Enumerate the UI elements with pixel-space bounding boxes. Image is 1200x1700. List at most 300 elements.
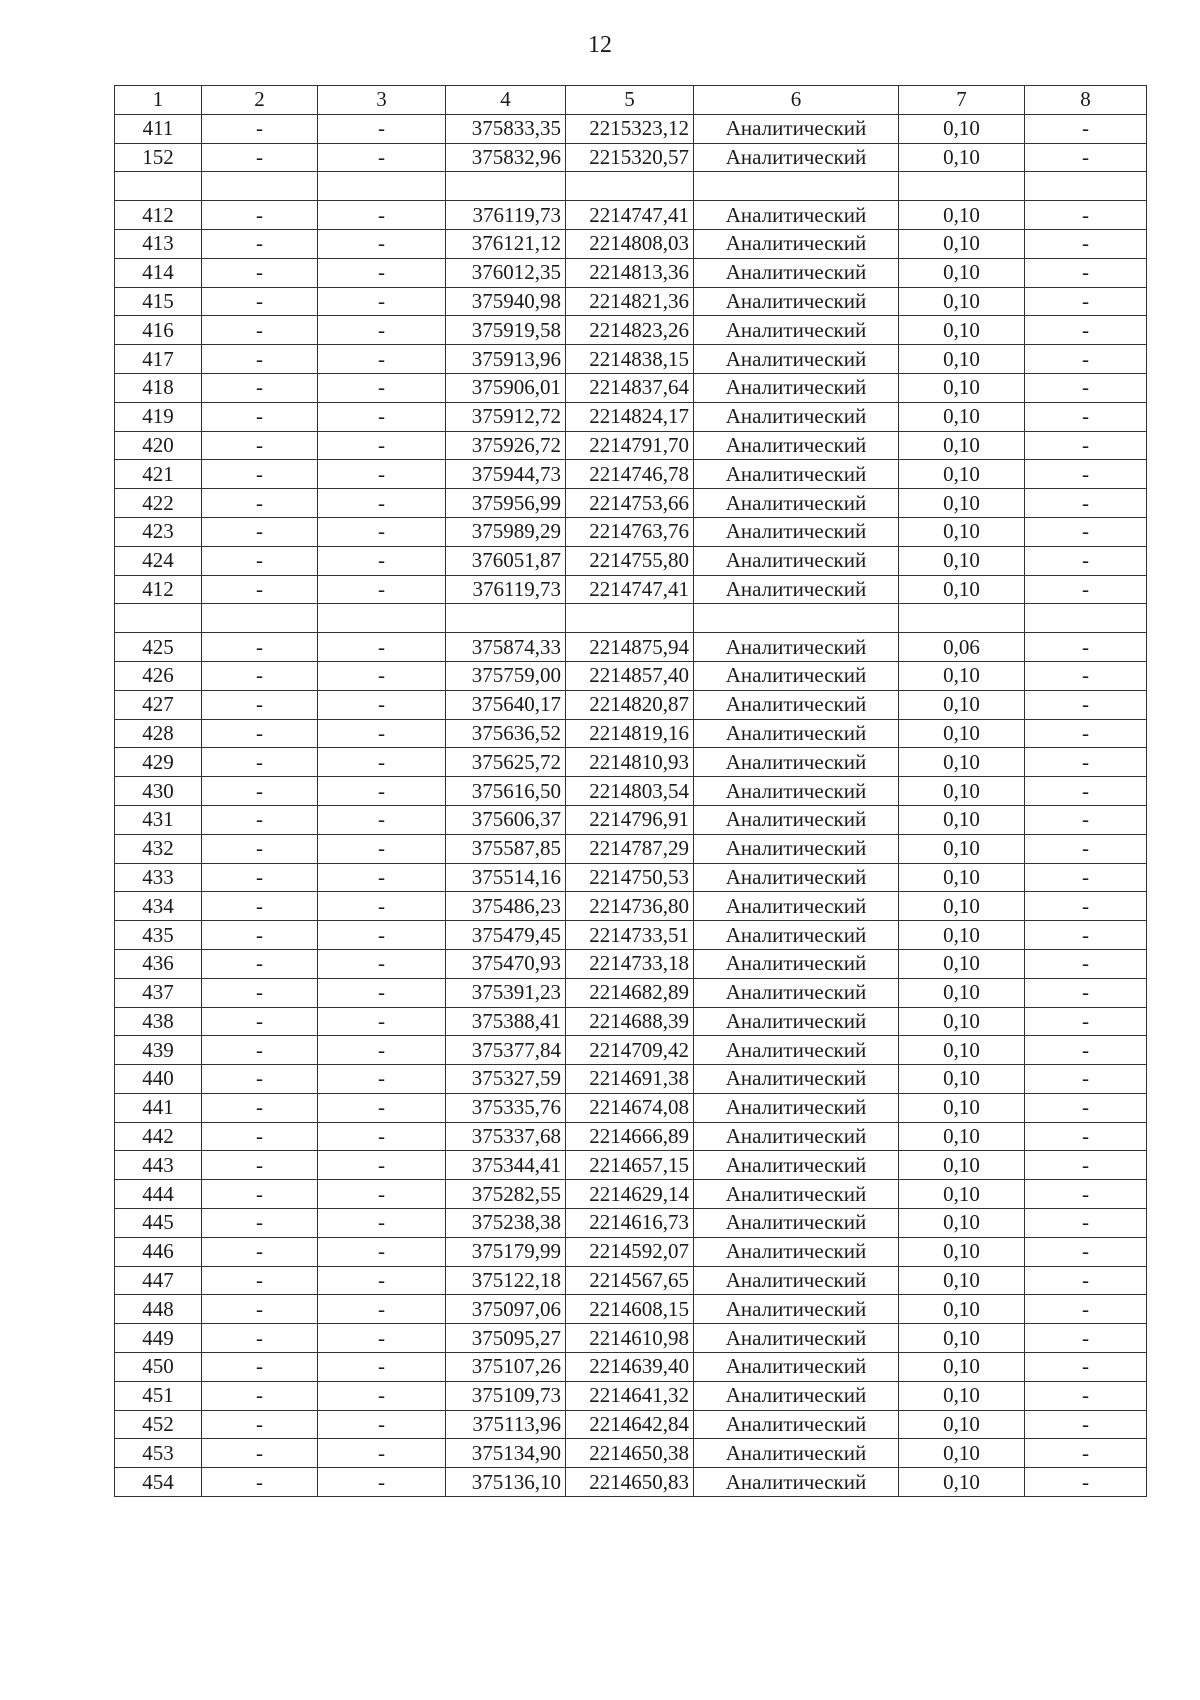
method-cell: Аналитический	[694, 834, 899, 863]
table-row	[115, 661, 1147, 690]
method-cell: Аналитический	[694, 777, 899, 806]
col3-cell: -	[318, 1295, 446, 1324]
col2-cell: -	[202, 1151, 318, 1180]
x-coordinate-cell: 375759,00	[446, 661, 566, 690]
point-number-cell: 435	[115, 921, 202, 950]
point-number-cell: 445	[115, 1209, 202, 1238]
table-row	[115, 1410, 1147, 1439]
table-row	[115, 1266, 1147, 1295]
y-coordinate-cell: 2214875,94	[566, 633, 694, 662]
table-row	[115, 978, 1147, 1007]
point-number-cell: 438	[115, 1007, 202, 1036]
col8-cell: -	[1025, 978, 1147, 1007]
col2-cell: -	[202, 1036, 318, 1065]
y-coordinate-cell: 2214650,83	[566, 1468, 694, 1497]
accuracy-cell: 0,10	[899, 978, 1025, 1007]
col8-cell: -	[1025, 633, 1147, 662]
x-coordinate-cell	[446, 172, 566, 201]
table-row	[115, 1295, 1147, 1324]
method-cell: Аналитический	[694, 546, 899, 575]
x-coordinate-cell: 375470,93	[446, 949, 566, 978]
y-coordinate-cell: 2214629,14	[566, 1180, 694, 1209]
table-row	[115, 1065, 1147, 1094]
method-cell: Аналитический	[694, 287, 899, 316]
col8-cell: -	[1025, 777, 1147, 806]
accuracy-cell: 0,10	[899, 1065, 1025, 1094]
y-coordinate-cell: 2214803,54	[566, 777, 694, 806]
col2-cell: -	[202, 1180, 318, 1209]
method-cell: Аналитический	[694, 1353, 899, 1382]
method-cell: Аналитический	[694, 805, 899, 834]
col3-cell: -	[318, 1151, 446, 1180]
point-number-cell: 454	[115, 1468, 202, 1497]
y-coordinate-cell: 2214567,65	[566, 1266, 694, 1295]
col2-cell: -	[202, 1468, 318, 1497]
method-cell: Аналитический	[694, 201, 899, 230]
table-row	[115, 575, 1147, 604]
point-number-cell: 436	[115, 949, 202, 978]
col8-cell: -	[1025, 1439, 1147, 1468]
point-number-cell: 426	[115, 661, 202, 690]
table-row	[115, 777, 1147, 806]
method-cell: Аналитический	[694, 373, 899, 402]
col8-cell: -	[1025, 1093, 1147, 1122]
col8-cell: -	[1025, 1295, 1147, 1324]
x-coordinate-cell: 375833,35	[446, 114, 566, 143]
y-coordinate-cell: 2214616,73	[566, 1209, 694, 1238]
x-coordinate-cell: 375134,90	[446, 1439, 566, 1468]
col2-cell: -	[202, 431, 318, 460]
x-coordinate-cell: 375640,17	[446, 690, 566, 719]
col8-cell: -	[1025, 489, 1147, 518]
table-row	[115, 1122, 1147, 1151]
accuracy-cell: 0,10	[899, 863, 1025, 892]
col2-cell: -	[202, 402, 318, 431]
col8-cell: -	[1025, 345, 1147, 374]
col2-cell: -	[202, 1439, 318, 1468]
point-number-cell: 450	[115, 1353, 202, 1382]
col3-cell: -	[318, 1122, 446, 1151]
column-header-6: 6	[694, 86, 899, 115]
method-cell: Аналитический	[694, 1007, 899, 1036]
col2-cell: -	[202, 633, 318, 662]
method-cell: Аналитический	[694, 229, 899, 258]
method-cell: Аналитический	[694, 633, 899, 662]
method-cell: Аналитический	[694, 1381, 899, 1410]
accuracy-cell: 0,10	[899, 805, 1025, 834]
table-body	[115, 114, 1147, 1496]
table-row	[115, 1036, 1147, 1065]
point-number-cell: 451	[115, 1381, 202, 1410]
point-number-cell: 416	[115, 316, 202, 345]
table-row	[115, 258, 1147, 287]
y-coordinate-cell: 2214791,70	[566, 431, 694, 460]
y-coordinate-cell: 2214650,38	[566, 1439, 694, 1468]
x-coordinate-cell: 375486,23	[446, 892, 566, 921]
accuracy-cell: 0,10	[899, 921, 1025, 950]
table-row	[115, 921, 1147, 950]
x-coordinate-cell: 376119,73	[446, 575, 566, 604]
col8-cell	[1025, 604, 1147, 633]
point-number-cell: 431	[115, 805, 202, 834]
x-coordinate-cell: 375109,73	[446, 1381, 566, 1410]
method-cell: Аналитический	[694, 143, 899, 172]
col3-cell	[318, 172, 446, 201]
point-number-cell: 452	[115, 1410, 202, 1439]
col3-cell: -	[318, 1209, 446, 1238]
method-cell: Аналитический	[694, 863, 899, 892]
col2-cell: -	[202, 1353, 318, 1382]
col2-cell: -	[202, 978, 318, 1007]
col3-cell: -	[318, 949, 446, 978]
accuracy-cell: 0,10	[899, 719, 1025, 748]
x-coordinate-cell: 376012,35	[446, 258, 566, 287]
point-number-cell: 411	[115, 114, 202, 143]
y-coordinate-cell: 2214641,32	[566, 1381, 694, 1410]
accuracy-cell: 0,10	[899, 1410, 1025, 1439]
x-coordinate-cell: 375944,73	[446, 460, 566, 489]
x-coordinate-cell: 375377,84	[446, 1036, 566, 1065]
point-number-cell: 412	[115, 575, 202, 604]
y-coordinate-cell: 2214823,26	[566, 316, 694, 345]
col3-cell: -	[318, 546, 446, 575]
y-coordinate-cell: 2214755,80	[566, 546, 694, 575]
column-header-1: 1	[115, 86, 202, 115]
table-row	[115, 690, 1147, 719]
col2-cell: -	[202, 863, 318, 892]
table-row	[115, 863, 1147, 892]
col2-cell: -	[202, 287, 318, 316]
method-cell: Аналитический	[694, 719, 899, 748]
col2-cell: -	[202, 1410, 318, 1439]
col3-cell: -	[318, 1381, 446, 1410]
table-row	[115, 460, 1147, 489]
col2-cell: -	[202, 690, 318, 719]
method-cell: Аналитический	[694, 921, 899, 950]
y-coordinate-cell: 2214746,78	[566, 460, 694, 489]
col3-cell: -	[318, 517, 446, 546]
col2-cell: -	[202, 834, 318, 863]
y-coordinate-cell: 2214820,87	[566, 690, 694, 719]
method-cell: Аналитический	[694, 489, 899, 518]
accuracy-cell: 0,10	[899, 1180, 1025, 1209]
col3-cell: -	[318, 402, 446, 431]
point-number-cell: 414	[115, 258, 202, 287]
table-header-row	[115, 86, 1147, 115]
x-coordinate-cell: 375344,41	[446, 1151, 566, 1180]
accuracy-cell: 0,10	[899, 575, 1025, 604]
col8-cell: -	[1025, 834, 1147, 863]
point-number-cell	[115, 604, 202, 633]
accuracy-cell: 0,10	[899, 114, 1025, 143]
col8-cell: -	[1025, 373, 1147, 402]
table-row	[115, 1324, 1147, 1353]
accuracy-cell: 0,10	[899, 1324, 1025, 1353]
col2-cell: -	[202, 1237, 318, 1266]
method-cell: Аналитический	[694, 316, 899, 345]
x-coordinate-cell: 375956,99	[446, 489, 566, 518]
table-row	[115, 1151, 1147, 1180]
method-cell: Аналитический	[694, 1209, 899, 1238]
y-coordinate-cell: 2215320,57	[566, 143, 694, 172]
y-coordinate-cell	[566, 172, 694, 201]
accuracy-cell: 0,10	[899, 258, 1025, 287]
accuracy-cell	[899, 172, 1025, 201]
x-coordinate-cell: 375636,52	[446, 719, 566, 748]
x-coordinate-cell: 375136,10	[446, 1468, 566, 1497]
col2-cell: -	[202, 1065, 318, 1094]
col2-cell: -	[202, 1007, 318, 1036]
point-number-cell	[115, 172, 202, 201]
point-number-cell: 413	[115, 229, 202, 258]
table-row	[115, 143, 1147, 172]
col8-cell: -	[1025, 748, 1147, 777]
col3-cell: -	[318, 748, 446, 777]
point-number-cell: 420	[115, 431, 202, 460]
col8-cell: -	[1025, 546, 1147, 575]
point-number-cell: 429	[115, 748, 202, 777]
y-coordinate-cell: 2214838,15	[566, 345, 694, 374]
col8-cell: -	[1025, 201, 1147, 230]
col2-cell: -	[202, 316, 318, 345]
accuracy-cell: 0,10	[899, 546, 1025, 575]
col2-cell: -	[202, 1093, 318, 1122]
accuracy-cell: 0,10	[899, 460, 1025, 489]
col2-cell: -	[202, 748, 318, 777]
y-coordinate-cell: 2214639,40	[566, 1353, 694, 1382]
table-row	[115, 949, 1147, 978]
accuracy-cell: 0,10	[899, 1093, 1025, 1122]
point-number-cell: 152	[115, 143, 202, 172]
point-number-cell: 449	[115, 1324, 202, 1353]
y-coordinate-cell: 2214810,93	[566, 748, 694, 777]
point-number-cell: 418	[115, 373, 202, 402]
x-coordinate-cell: 375097,06	[446, 1295, 566, 1324]
col8-cell: -	[1025, 1007, 1147, 1036]
method-cell: Аналитический	[694, 949, 899, 978]
col8-cell: -	[1025, 1410, 1147, 1439]
col3-cell: -	[318, 834, 446, 863]
accuracy-cell: 0,10	[899, 1439, 1025, 1468]
x-coordinate-cell: 376051,87	[446, 546, 566, 575]
method-cell: Аналитический	[694, 1036, 899, 1065]
x-coordinate-cell: 375919,58	[446, 316, 566, 345]
col3-cell: -	[318, 287, 446, 316]
col8-cell: -	[1025, 949, 1147, 978]
y-coordinate-cell: 2214753,66	[566, 489, 694, 518]
table-row	[115, 316, 1147, 345]
point-number-cell: 437	[115, 978, 202, 1007]
accuracy-cell: 0,10	[899, 201, 1025, 230]
y-coordinate-cell: 2214674,08	[566, 1093, 694, 1122]
x-coordinate-cell: 375912,72	[446, 402, 566, 431]
col2-cell: -	[202, 229, 318, 258]
x-coordinate-cell: 375625,72	[446, 748, 566, 777]
column-header-2: 2	[202, 86, 318, 115]
y-coordinate-cell	[566, 604, 694, 633]
point-number-cell: 412	[115, 201, 202, 230]
col2-cell: -	[202, 949, 318, 978]
y-coordinate-cell: 2214688,39	[566, 1007, 694, 1036]
col2-cell: -	[202, 661, 318, 690]
coordinates-table	[114, 85, 1147, 1497]
x-coordinate-cell: 375238,38	[446, 1209, 566, 1238]
accuracy-cell: 0,10	[899, 345, 1025, 374]
y-coordinate-cell: 2214682,89	[566, 978, 694, 1007]
col8-cell: -	[1025, 921, 1147, 950]
accuracy-cell: 0,10	[899, 1266, 1025, 1295]
method-cell: Аналитический	[694, 1237, 899, 1266]
x-coordinate-cell: 375179,99	[446, 1237, 566, 1266]
point-number-cell: 425	[115, 633, 202, 662]
col3-cell: -	[318, 1036, 446, 1065]
y-coordinate-cell: 2214709,42	[566, 1036, 694, 1065]
col3-cell: -	[318, 777, 446, 806]
col8-cell: -	[1025, 1180, 1147, 1209]
col8-cell: -	[1025, 402, 1147, 431]
y-coordinate-cell: 2214666,89	[566, 1122, 694, 1151]
accuracy-cell: 0,10	[899, 777, 1025, 806]
col2-cell: -	[202, 143, 318, 172]
method-cell: Аналитический	[694, 114, 899, 143]
col2-cell: -	[202, 892, 318, 921]
accuracy-cell: 0,10	[899, 316, 1025, 345]
col2-cell: -	[202, 805, 318, 834]
x-coordinate-cell: 375335,76	[446, 1093, 566, 1122]
col8-cell: -	[1025, 1381, 1147, 1410]
col3-cell: -	[318, 345, 446, 374]
x-coordinate-cell: 375926,72	[446, 431, 566, 460]
point-number-cell: 448	[115, 1295, 202, 1324]
col8-cell: -	[1025, 1065, 1147, 1094]
col3-cell: -	[318, 316, 446, 345]
table-row	[115, 1093, 1147, 1122]
accuracy-cell: 0,10	[899, 748, 1025, 777]
y-coordinate-cell: 2214824,17	[566, 402, 694, 431]
table-row	[115, 834, 1147, 863]
col2-cell: -	[202, 489, 318, 518]
col3-cell: -	[318, 1410, 446, 1439]
point-number-cell: 427	[115, 690, 202, 719]
accuracy-cell: 0,10	[899, 431, 1025, 460]
accuracy-cell: 0,06	[899, 633, 1025, 662]
col8-cell: -	[1025, 1237, 1147, 1266]
point-number-cell: 424	[115, 546, 202, 575]
col8-cell: -	[1025, 1266, 1147, 1295]
accuracy-cell: 0,10	[899, 489, 1025, 518]
y-coordinate-cell: 2214733,18	[566, 949, 694, 978]
col3-cell: -	[318, 460, 446, 489]
method-cell: Аналитический	[694, 258, 899, 287]
col3-cell: -	[318, 863, 446, 892]
table-row	[115, 1180, 1147, 1209]
x-coordinate-cell: 375388,41	[446, 1007, 566, 1036]
accuracy-cell: 0,10	[899, 1151, 1025, 1180]
col3-cell: -	[318, 575, 446, 604]
column-header-3: 3	[318, 86, 446, 115]
col2-cell: -	[202, 1381, 318, 1410]
accuracy-cell	[899, 604, 1025, 633]
col8-cell: -	[1025, 114, 1147, 143]
col3-cell: -	[318, 1468, 446, 1497]
table-row	[115, 172, 1147, 201]
y-coordinate-cell: 2214691,38	[566, 1065, 694, 1094]
col8-cell: -	[1025, 1036, 1147, 1065]
col2-cell: -	[202, 575, 318, 604]
col3-cell: -	[318, 258, 446, 287]
point-number-cell: 421	[115, 460, 202, 489]
col2-cell: -	[202, 258, 318, 287]
col2-cell: -	[202, 1266, 318, 1295]
col8-cell: -	[1025, 316, 1147, 345]
col3-cell: -	[318, 114, 446, 143]
accuracy-cell: 0,10	[899, 892, 1025, 921]
accuracy-cell: 0,10	[899, 1122, 1025, 1151]
col3-cell: -	[318, 1439, 446, 1468]
col3-cell: -	[318, 805, 446, 834]
col2-cell: -	[202, 114, 318, 143]
col3-cell: -	[318, 921, 446, 950]
method-cell: Аналитический	[694, 1295, 899, 1324]
table-row	[115, 719, 1147, 748]
y-coordinate-cell: 2214733,51	[566, 921, 694, 950]
col3-cell: -	[318, 1324, 446, 1353]
point-number-cell: 419	[115, 402, 202, 431]
y-coordinate-cell: 2214592,07	[566, 1237, 694, 1266]
table-row	[115, 1439, 1147, 1468]
table-row	[115, 1209, 1147, 1238]
method-cell: Аналитический	[694, 1122, 899, 1151]
accuracy-cell: 0,10	[899, 1353, 1025, 1382]
accuracy-cell: 0,10	[899, 1295, 1025, 1324]
x-coordinate-cell: 375606,37	[446, 805, 566, 834]
point-number-cell: 433	[115, 863, 202, 892]
col2-cell: -	[202, 777, 318, 806]
method-cell: Аналитический	[694, 661, 899, 690]
col3-cell	[318, 604, 446, 633]
accuracy-cell: 0,10	[899, 834, 1025, 863]
x-coordinate-cell: 376121,12	[446, 229, 566, 258]
col8-cell: -	[1025, 517, 1147, 546]
y-coordinate-cell: 2214610,98	[566, 1324, 694, 1353]
x-coordinate-cell: 375282,55	[446, 1180, 566, 1209]
x-coordinate-cell: 375113,96	[446, 1410, 566, 1439]
method-cell	[694, 172, 899, 201]
x-coordinate-cell: 375095,27	[446, 1324, 566, 1353]
accuracy-cell: 0,10	[899, 402, 1025, 431]
accuracy-cell: 0,10	[899, 143, 1025, 172]
y-coordinate-cell: 2215323,12	[566, 114, 694, 143]
table-row	[115, 229, 1147, 258]
y-coordinate-cell: 2214819,16	[566, 719, 694, 748]
col2-cell: -	[202, 719, 318, 748]
x-coordinate-cell: 375913,96	[446, 345, 566, 374]
accuracy-cell: 0,10	[899, 661, 1025, 690]
method-cell: Аналитический	[694, 431, 899, 460]
method-cell: Аналитический	[694, 1324, 899, 1353]
y-coordinate-cell: 2214821,36	[566, 287, 694, 316]
col8-cell: -	[1025, 805, 1147, 834]
table-row	[115, 287, 1147, 316]
method-cell: Аналитический	[694, 1410, 899, 1439]
table-row	[115, 201, 1147, 230]
y-coordinate-cell: 2214736,80	[566, 892, 694, 921]
accuracy-cell: 0,10	[899, 1036, 1025, 1065]
method-cell: Аналитический	[694, 1180, 899, 1209]
method-cell: Аналитический	[694, 690, 899, 719]
col2-cell: -	[202, 201, 318, 230]
x-coordinate-cell: 375906,01	[446, 373, 566, 402]
